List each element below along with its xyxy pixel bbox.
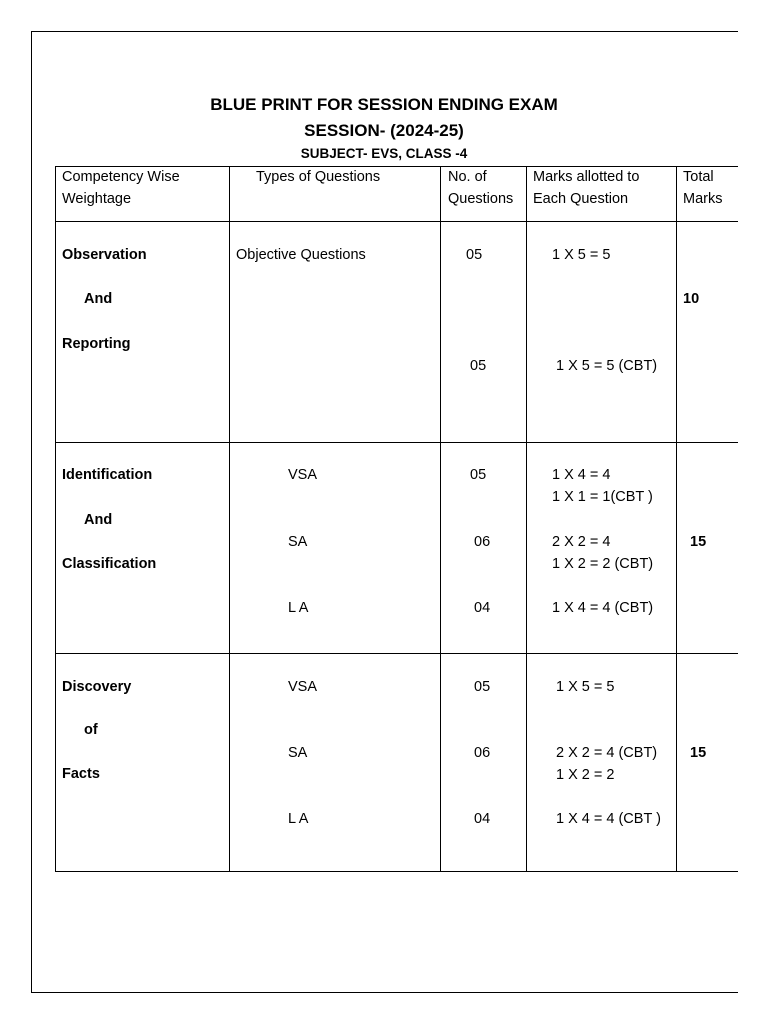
- marks-allotted: 1 X 2 = 2 (CBT): [552, 556, 654, 572]
- question-type: L A: [288, 600, 309, 616]
- marks-allotted: 2 X 2 = 4 (CBT): [556, 745, 658, 761]
- question-count: 04: [474, 600, 491, 616]
- table-border-bottom: [55, 871, 738, 872]
- competency-label: Identification: [62, 467, 153, 483]
- header-types: Types of Questions: [256, 169, 381, 185]
- question-count: 04: [474, 811, 491, 827]
- total-marks: 10: [683, 291, 700, 307]
- question-count: 05: [470, 467, 487, 483]
- header-number: Questions: [448, 191, 514, 207]
- table-column-divider: [440, 166, 441, 872]
- competency-label: of: [84, 722, 98, 738]
- header-competency: Competency Wise: [62, 169, 180, 185]
- marks-allotted: 1 X 2 = 2: [556, 767, 615, 783]
- competency-label: And: [84, 291, 113, 307]
- question-type: SA: [288, 745, 308, 761]
- question-type: L A: [288, 811, 309, 827]
- competency-label: Discovery: [62, 679, 132, 695]
- header-competency: Weightage: [62, 191, 132, 207]
- session-title: SESSION- (2024-25): [304, 121, 464, 140]
- marks-allotted: 1 X 1 = 1(CBT ): [552, 489, 653, 505]
- competency-label: Observation: [62, 247, 147, 263]
- competency-label: Facts: [62, 766, 100, 782]
- question-count: 05: [470, 358, 487, 374]
- table-column-divider: [676, 166, 677, 872]
- table-header-divider: [55, 221, 738, 222]
- question-count: 05: [466, 247, 483, 263]
- marks-allotted: 1 X 4 = 4 (CBT ): [556, 811, 661, 827]
- header-total: Marks: [683, 191, 723, 207]
- exam-title: BLUE PRINT FOR SESSION ENDING EXAM: [210, 95, 558, 114]
- subject-title: SUBJECT- EVS, CLASS -4: [300, 146, 468, 161]
- marks-allotted: 2 X 2 = 4: [552, 534, 611, 550]
- marks-allotted: 1 X 4 = 4 (CBT): [552, 600, 654, 616]
- question-type: VSA: [288, 679, 318, 695]
- table-column-divider: [229, 166, 230, 872]
- competency-label: And: [84, 512, 113, 528]
- question-count: 06: [474, 745, 491, 761]
- total-marks: 15: [690, 534, 707, 550]
- competency-label: Classification: [62, 556, 157, 572]
- table-row-divider: [55, 653, 738, 654]
- marks-allotted: 1 X 5 = 5 (CBT): [556, 358, 658, 374]
- table-border-top: [55, 166, 738, 167]
- question-count: 05: [474, 679, 491, 695]
- total-marks: 15: [690, 745, 707, 761]
- table-column-divider: [55, 166, 56, 872]
- header-total: Total: [683, 169, 714, 185]
- marks-allotted: 1 X 5 = 5: [556, 679, 615, 695]
- marks-allotted: 1 X 4 = 4: [552, 467, 611, 483]
- question-type: SA: [288, 534, 308, 550]
- competency-label: Reporting: [62, 336, 131, 352]
- question-type: Objective Questions: [236, 247, 366, 263]
- table-column-divider: [526, 166, 527, 872]
- question-type: VSA: [288, 467, 318, 483]
- marks-allotted: 1 X 5 = 5: [552, 247, 611, 263]
- header-marks: Each Question: [533, 191, 629, 207]
- table-row-divider: [55, 442, 738, 443]
- header-number: No. of: [448, 169, 487, 185]
- header-marks: Marks allotted to: [533, 169, 640, 185]
- question-count: 06: [474, 534, 491, 550]
